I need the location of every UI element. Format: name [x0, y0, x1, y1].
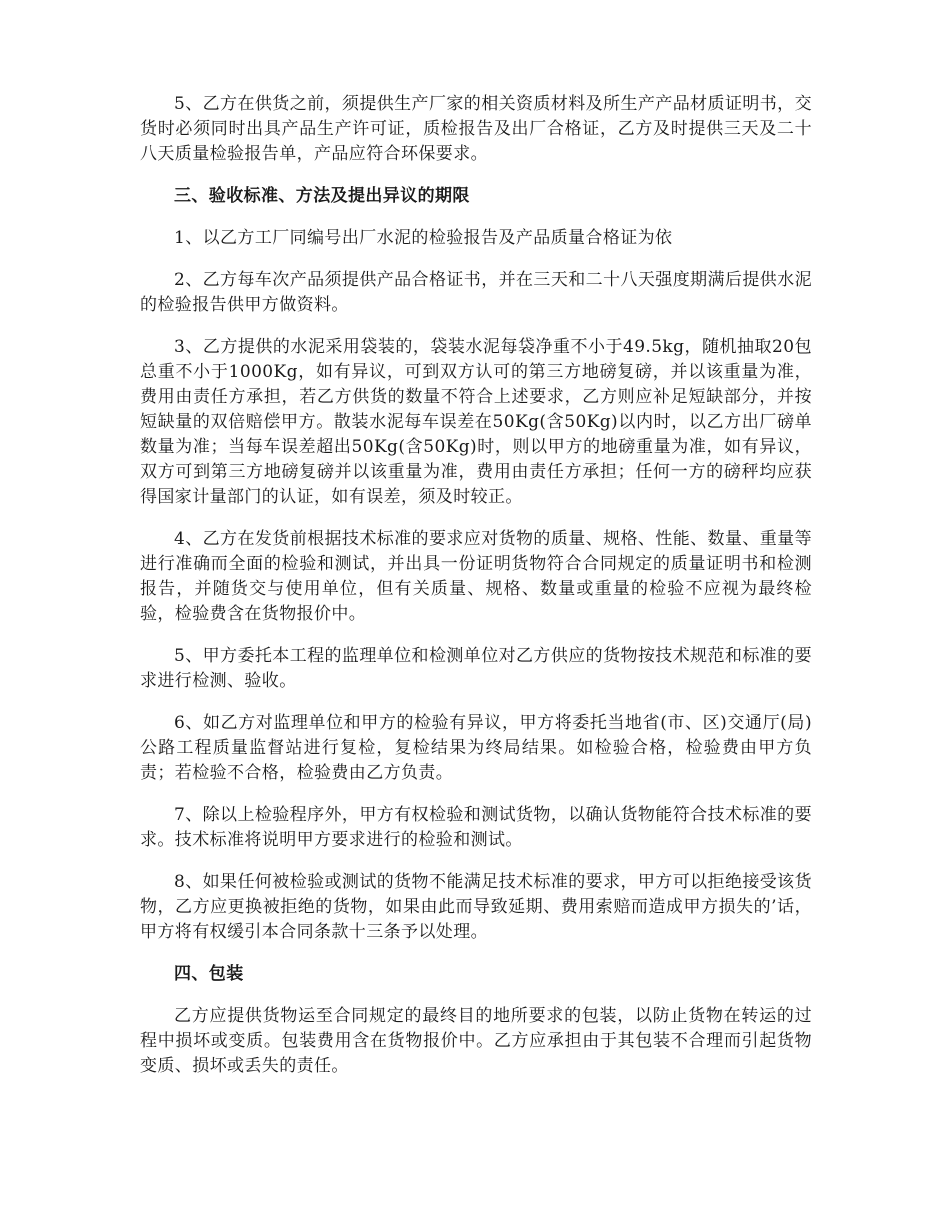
paragraph-acceptance-1: 1、以乙方工厂同编号出厂水泥的检验报告及产品质量合格证为依	[174, 228, 673, 248]
paragraph-acceptance-4: 4、乙方在发货前根据技术标准的要求应对货物的质量、规格、性能、数量、重量等进行准确而全面的检验和测试，并出具一份证明货物符合合同规定的质量证明书和检测报告，并随货交与使用单位，但有关质量、规格、数量或重量的检验不应视为最终检验，检验费含在货物报价中。	[140, 529, 812, 624]
paragraph-acceptance-2: 2、乙方每车次产品须提供产品合格证书，并在三天和二十八天强度期满后提供水泥的检验报告供甲方做资料。	[140, 270, 812, 315]
paragraph-acceptance-8: 8、如果任何被检验或测试的货物不能满足技术标准的要求，甲方可以拒绝接受该货物，乙方应更换被拒绝的货物，如果由此而导致延期、费用索赔而造成甲方损失的’话，甲方将有权缓引本合同条款十三条予以处理。	[140, 872, 812, 942]
paragraph-acceptance-3: 3、乙方提供的水泥采用袋装的，袋装水泥每袋净重不小于49.5kg，随机抽取20包总重不小于1000Kg，如有异议，可到双方认可的第三方地磅复磅，并以该重量为准，费用由责任方承担，若乙方供货的数量不符合上述要求，乙方则应补足短缺部分，并按短缺量的双倍赔偿甲方。散装水泥每车误差在50Kg(含50Kg)以内时，以乙方出厂磅单数量为准；当每车误差超出50Kg(含50Kg)时，则以甲方的地磅重量为准，如有异议，双方可到第三方地磅复磅并以该重量为准，费用由责任方承担；任何一方的磅秤均应获得国家计量部门的认证，如有误差，须及时较正。	[140, 337, 812, 507]
paragraph-acceptance-7: 7、除以上检验程序外，甲方有权检验和测试货物，以确认货物能符合技术标准的要求。技术标准将说明甲方要求进行的检验和测试。	[140, 805, 812, 850]
section-heading-acceptance: 三、验收标准、方法及提出异议的期限	[174, 186, 470, 206]
paragraph-supply-5: 5、乙方在供货之前，须提供生产厂家的相关资质材料及所生产产品材质证明书，交货时必须同时出具产品生产许可证，质检报告及出厂合格证，乙方及时提供三天及二十八天质量检验报告单，产品应符合环保要求。	[140, 94, 812, 164]
paragraph-packaging: 乙方应提供货物运至合同规定的最终目的地所要求的包装，以防止货物在转运的过程中损坏或变质。包装费用含在货物报价中。乙方应承担由于其包装不合理而引起货物变质、损坏或丢失的责任。	[140, 1006, 812, 1076]
document-page	[140, 92, 812, 1096]
section-heading-packaging: 四、包装	[174, 964, 244, 984]
paragraph-acceptance-6: 6、如乙方对监理单位和甲方的检验有异议，甲方将委托当地省(市、区)交通厅(局)公路工程质量监督站进行复检，复检结果为终局结果。如检验合格，检验费由甲方负责；若检验不合格，检验费由乙方负责。	[140, 713, 812, 783]
paragraph-acceptance-5: 5、甲方委托本工程的监理单位和检测单位对乙方供应的货物按技术规范和标准的要求进行检测、验收。	[140, 646, 812, 691]
